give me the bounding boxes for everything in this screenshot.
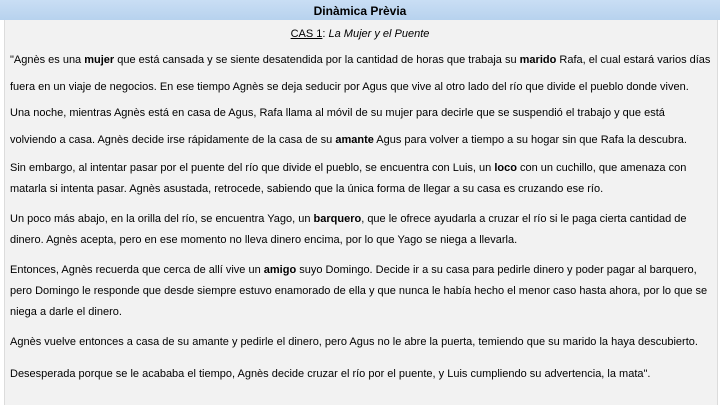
text-run: volviendo a casa. Agnès decide irse rápidamente de la casa de su [10,134,336,146]
case-heading [0,28,720,40]
text-run: Entonces, Agnès recuerda que cerca de allí vive un [10,264,264,276]
text-run: "Agnès es una [10,54,85,66]
keyword-amigo: amigo [263,264,297,276]
paragraph-line: niega a darle el dinero. [10,306,122,318]
text-run: con un cuchillo, que amenaza con [516,162,687,174]
keyword-amante: amante [335,134,374,146]
text-run: Sin embargo, al intentar pasar por el puente del río que divide el pueblo, se encuentra con Luis, un [10,162,495,174]
paragraph-line [10,134,687,146]
case-separator: : [322,28,329,40]
paragraph-line: Desesperada porque se le acababa el tiempo, Agnès decide cruzar el río por el puente, y Luis cumpliendo su advertencia, la mata". [10,368,651,380]
text-run: , que le ofrece ayudarla a cruzar el río si le paga cierta cantidad de [361,213,687,225]
text-run: suyo Domingo. Decide ir a su casa para pedirle dinero y poder pagar al barquero, [296,264,697,276]
text-run: Rafa, el cual estará varios días [556,54,711,66]
paragraph-line [10,264,697,276]
keyword-mujer: mujer [84,54,115,66]
paragraph-line: Agnès vuelve entonces a casa de su amante y pedirle el dinero, pero Agus no le abre la puerta, temiendo que su marido la haya descubierto. [10,336,698,348]
paragraph-line [10,54,710,66]
case-subtitle: La Mujer y el Puente [328,28,430,40]
text-run: Agus para volver a tiempo a su hogar sin que Rafa la descubra. [373,134,687,146]
page-title: Dinàmica Prèvia [313,4,407,18]
paragraph-line: matarla si intenta pasar. Agnès asustada, retrocede, sabiendo que la única forma de llegar a su casa es cruzando ese río. [10,183,604,195]
keyword-marido: marido [519,54,557,66]
paragraph-line [10,213,687,225]
paragraph-line: pero Domingo le responde que desde siempre estuvo enamorado de ella y que nunca le había hecho el menor caso hasta ahora, por lo que se [10,285,708,297]
text-run: Un poco más abajo, en la orilla del río, se encuentra Yago, un [10,213,314,225]
paragraph-line: dinero. Agnès acepta, pero en ese momento no lleva dinero encima, por lo que Yago se niega a llevarla. [10,234,518,246]
paragraph-line: Una noche, mientras Agnès está en casa de Agus, Rafa llama al móvil de su mujer para decirle que se suspendió el trabajo y que está [10,107,665,119]
keyword-barquero: barquero [313,213,362,225]
paragraph-line [10,162,686,174]
keyword-loco: loco [494,162,517,174]
paragraph-line: fuera en un viaje de negocios. En ese tiempo Agnès se deja seducir por Agus que vive al otro lado del río que divide el pueblo donde viven. [10,81,689,93]
text-run: que está cansada y se siente desatendida por la cantidad de horas que trabaja su [114,54,520,66]
title-bar [0,0,720,20]
case-code: CAS 1 [290,28,323,40]
